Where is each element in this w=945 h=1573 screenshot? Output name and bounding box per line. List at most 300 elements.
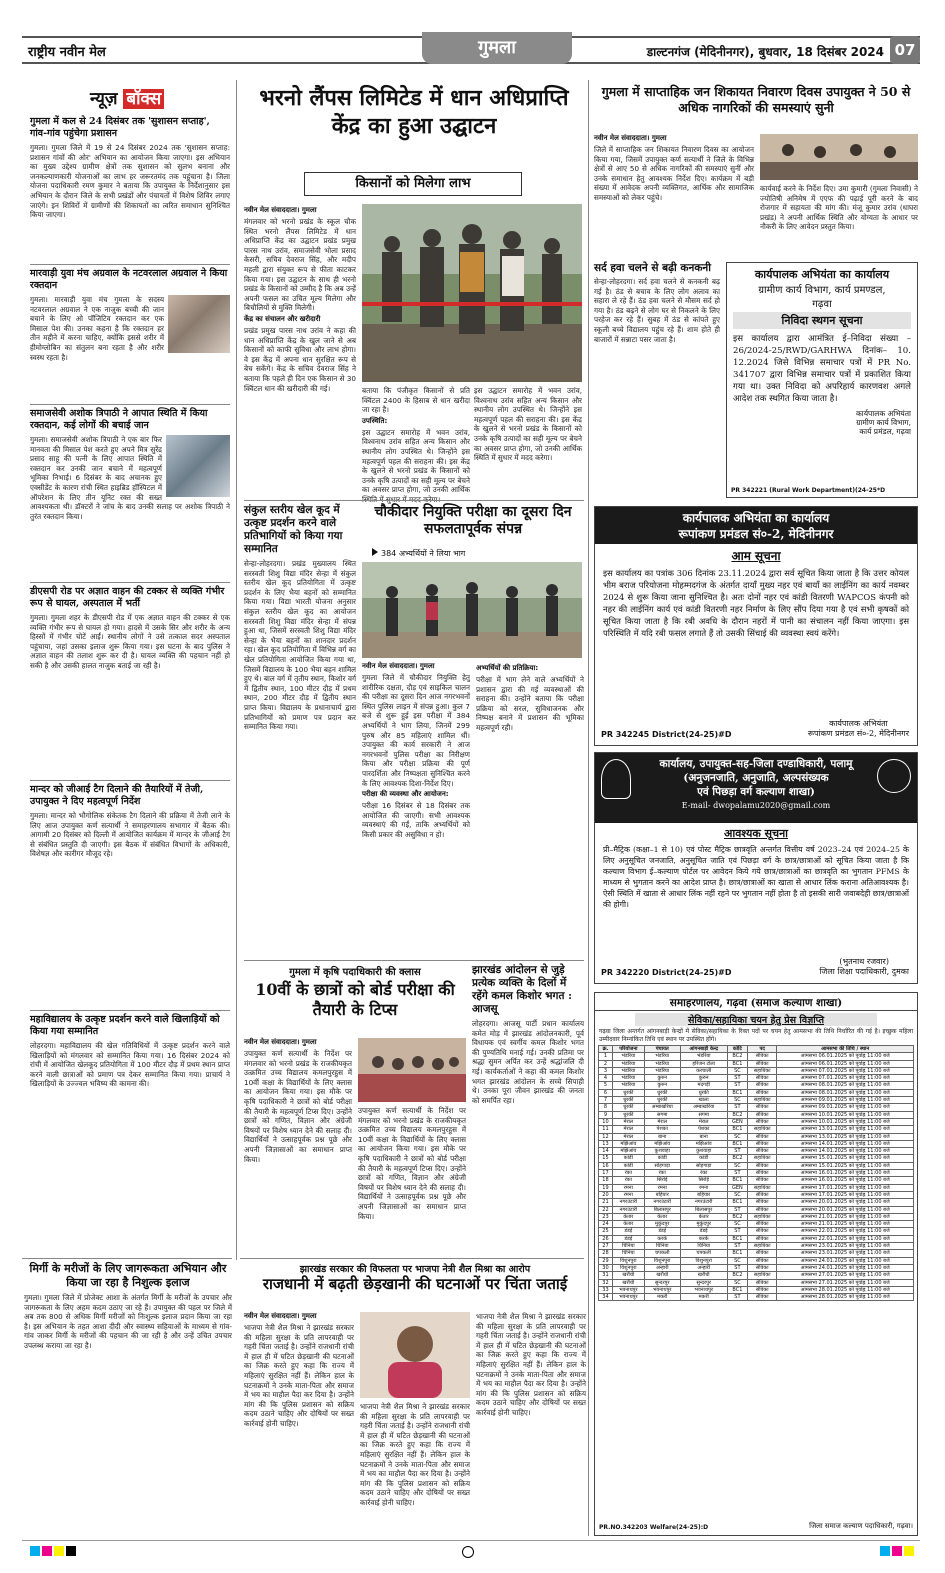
table-cell: BC1: [727, 1060, 747, 1067]
table-cell: सेविका: [748, 1206, 777, 1213]
table-cell: ST: [727, 1075, 747, 1082]
table-cell: रमना: [644, 1184, 680, 1191]
board-byline: नवीन मेल संवाददाता। गुमला: [244, 1038, 317, 1046]
lead-body-2: प्रखंड प्रमुख पारस नाथ उरांव ने कहा की धान अधिप्राप्ति केंद्र के खुल जाने से अब किसानों को काफी सुविधा और लाभ होगा। वे इस केंद्र में अपना धान सुरक्षित रूप से बेच सकेंगे। केंद्र के सचिव देवराज सिंह ने बताया कि पहले ही दिन एक किसान से 30 क्विंटल धान की खरीदारी की गई।: [244, 325, 356, 393]
table-cell: भंडरिया: [644, 1067, 680, 1074]
table-cell: रंका: [612, 1170, 644, 1177]
table-cell: 32: [599, 1279, 613, 1286]
table-cell: ST: [727, 1243, 747, 1250]
table-cell: सेविका: [748, 1133, 777, 1140]
magenta-swatch: [42, 1546, 52, 1556]
ad2-band: कार्यपालक अभियंता का कार्यालय रूपांकण प्रमंडल सं०-2, मेदिनीनगर: [595, 507, 917, 544]
table-cell: 8: [599, 1104, 613, 1111]
bjp-col-3: [476, 1312, 586, 1536]
table-cell: आमसभा 17.01.2025 को पूर्वाह्न 11:00 बजे: [777, 1191, 914, 1198]
table-cell: BC1: [727, 1235, 747, 1242]
story-headline: समाजसेवी अशोक त्रिपाठी ने आपात स्थिति में किया रक्तदान, कई लोगों की बचाई जान: [30, 408, 208, 431]
table-cell: 25: [599, 1228, 613, 1235]
table-cell: खरौंधी: [612, 1272, 644, 1279]
table-cell: सेविका: [748, 1294, 777, 1301]
table-row: [599, 1104, 914, 1111]
ribbon-cutting-image: [362, 204, 582, 382]
table-row: [599, 1264, 914, 1271]
table-cell: आमसभा 06.01.2025 को पूर्वाह्न 11:00 बजे: [777, 1053, 914, 1060]
box-word-red: बॉक्स: [123, 89, 164, 109]
table-cell: धुरकी: [612, 1089, 644, 1096]
table-cell: 14: [599, 1148, 613, 1155]
table-cell: ST: [727, 1264, 747, 1271]
table-row: [599, 1243, 914, 1250]
table-cell: भंडरिया: [612, 1067, 644, 1074]
exam-ground-image: [362, 562, 582, 658]
table-row: [599, 1286, 914, 1293]
table-cell: भंडरिया: [612, 1075, 644, 1082]
table-row: [599, 1126, 914, 1133]
bjp-body-cont-2: भाजपा नेत्री शैल मिश्रा ने झारखंड सरकार की महिला सुरक्षा के प्रति लापरवाही पर गहरी चिंता जताई है। उन्होंने राजधानी रांची में हाल ही में घटित छेड़खानी की घटनाओं का जिक्र करते हुए कहा कि राज्य में महिलाएं सुरक्षित नहीं हैं। लेकिन हाल के घटनाक्रमों ने उनके माता-पिता और समाज में भय का माहौल पैदा कर दिया है। उन्होंने मांग की कि पुलिस प्रशासन को सक्रिय कदम उठाने चाहिए और दोषियों पर सख्त कार्रवाई होनी चाहिए।: [476, 1312, 586, 1417]
table-row: [599, 1133, 914, 1140]
table-cell: सहायिका: [748, 1097, 777, 1104]
table-cell: SC: [727, 1257, 747, 1264]
ad3-pr-number: PR 342220 District(24-25)#D: [601, 968, 732, 977]
table-cell: सहायिका: [748, 1243, 777, 1250]
table-row: [599, 1257, 914, 1264]
chowkidar-body-2: परीक्षा 16 दिसंबर से 18 दिसंबर तक आयोजित की जाएगी। सभी आवश्यक व्यवस्थाएं की गईं, ताकि अभ्यर्थियों को किसी प्रकार की असुविधा न हो।: [362, 801, 470, 839]
paper-name: राष्ट्रीय नवीन मेल: [28, 45, 106, 60]
chowkidar-headline-block: [362, 504, 584, 544]
table-cell: सेविका: [748, 1257, 777, 1264]
table-cell: 23: [599, 1213, 613, 1220]
table-cell: डंडई: [680, 1228, 727, 1235]
table-cell: धुरकी: [612, 1097, 644, 1104]
table-cell: 19: [599, 1184, 613, 1191]
grievance-col-1: [594, 134, 754, 252]
table-cell: सेविका: [748, 1228, 777, 1235]
table-cell: सहायिका: [748, 1126, 777, 1133]
yellow-swatch-right: [904, 1546, 914, 1556]
lead-photo-inauguration: [362, 204, 582, 382]
table-cell: आमसभा 21.01.2025 को पूर्वाह्न 11:00 बजे: [777, 1213, 914, 1220]
story-body: गुमला। मारवाड़ी युवा मंच गुमला के सदस्य नटवरलाल अग्रवाल ने एक नाजुक बच्ची की जान बचाने के लिए ओ पॉजिटिव रक्तदान कर एक मिसाल पेश की। उनका कहना है कि रक्तदान हर तीन महीने में करना चाहिए, क्योंकि इससे शरीर में हीमोग्लोबिन का संतुलन बना रहता है और शरीर स्वस्थ रहता है।: [30, 295, 164, 362]
table-cell: मेराल: [612, 1126, 644, 1133]
table-cell: मझिआंव: [612, 1140, 644, 1147]
table-cell: 18: [599, 1177, 613, 1184]
chowkidar-headline: चौकीदार नियुक्ति परीक्षा का दूसरा दिन सफलतापूर्वक संपन्न: [374, 504, 572, 537]
table-cell: आमसभा 28.01.2025 को पूर्वाह्न 11:00 बजे: [777, 1294, 914, 1301]
table-header-cell: आंगनबाड़ी केन्द्र: [680, 1046, 727, 1053]
ad1-subtitle: निविदा स्थगन सूचना: [733, 312, 911, 329]
table-cell: BC1: [727, 1286, 747, 1293]
table-cell: आमसभा 23.01.2025 को पूर्वाह्न 11:00 बजे: [777, 1250, 914, 1257]
table-cell: BC2: [727, 1155, 747, 1162]
table-cell: सेविका: [748, 1140, 777, 1147]
table-cell: 1: [599, 1053, 613, 1060]
table-cell: आमसभा 24.01.2025 को पूर्वाह्न 11:00 बजे: [777, 1257, 914, 1264]
table-cell: भवनाथपुर: [644, 1286, 680, 1293]
table-cell: SC: [727, 1133, 747, 1140]
table-cell: 20: [599, 1191, 613, 1198]
lead-body-3: इस उद्घाटन समारोह में भवन उरांव, विश्वनाथ उरांव सहित अन्य किसान और स्थानीय लोग उपस्थित थे। जिन्होंने इस महत्वपूर्ण पहल की सराहना की। इस केंद्र के खुलने से भरनो प्रखंड के किसानों को उनके कृषि उत्पादों का सही मूल्य पर बेचने का अवसर प्राप्त होगा, जो उनकी आर्थिक: [362, 427, 470, 495]
table-cell: सहायिका: [748, 1067, 777, 1074]
table-cell: सगमा: [644, 1111, 680, 1118]
yellow-swatch: [54, 1546, 64, 1556]
table-cell: विशुनपुरा: [680, 1257, 727, 1264]
ad3-body: प्री–मैट्रिक (कक्षा–1 से 10) एवं पोस्ट मैट्रिक छात्रवृति अन्तर्गत वित्तीय वर्ष 2023–24 एवं 2024–25 के लिए अनुसूचित जनजाति, अनुसूचित जाति एवं पिछड़ा वर्ग के छात्र/छात्राओं को सूचित किया जाता है कि कल्याण विभाग ई–कल्याण पोर्टल पर आवेदन किये गये छात्र/छात्राओं का छात्रवृति का भुगतान PFMS के माध्यम से भुगतान करने का आदेश प्राप्त है। छात्र/छात्राओं का खाता से आधार लिंक कराना अतिआवश्यक है। ऐसी स्थिति में खाता से आधार लिंक नहीं रहने पर भुगतान नहीं होता है तो इसकी सारी जवाबदेही छात्र/छात्राओं की होगी।: [603, 845, 909, 909]
table-cell: सोहगाड़ा: [680, 1162, 727, 1169]
cyan-swatch: [30, 1546, 40, 1556]
table-cell: 2: [599, 1060, 613, 1067]
table-cell: 13: [599, 1140, 613, 1147]
table-cell: 21: [599, 1199, 613, 1206]
table-cell: रमना: [612, 1191, 644, 1198]
table-cell: सेविका: [748, 1104, 777, 1111]
chowkidar-col-1: [362, 662, 470, 958]
ad2-body: इस कार्यालय का पत्रांक 306 दिनांक 23.11.2024 द्वारा सर्व सूचित किया जाता है कि उत्तर कोयल भीम बराज परियोजना मोहम्मदगंज के अंतर्गत दायाँ मुख्य नहर एवं बायाँ का लाईनिंग का कार्य नवम्बर 2024 से शुरू किया जाना सुनिश्चित है। अतः दोनों नहर एवं कांडी वितरणी WAPCOS कंपनी को नहर की लाईनिंग कार्य एवं कांडी वितरणी नहर निर्माण के लिए सौंप दिया गया है एवं सभी कृषकों को सूचित किया जाता है कि रबी अवधि के दौरान नहरों में पानी का संचालन नहीं किया जाएगा। इस परिस्थिति में यदि रबी फसल लगाते हैं तो उसकी सिंचाई की व्यवस्था स्वयं करेंगे।: [603, 568, 909, 638]
table-row: [599, 1067, 914, 1074]
table-cell: आमसभा 23.01.2025 को पूर्वाह्न 11:00 बजे: [777, 1243, 914, 1250]
table-cell: कुरुन: [644, 1082, 680, 1089]
ad4-band-1: समाहरणालय, गढ़वा (समाज कल्याण शाखा): [595, 993, 917, 1011]
table-row: [599, 1177, 914, 1184]
table-cell: कांडी: [680, 1155, 727, 1162]
table-cell: आमसभा 07.01.2025 को पूर्वाह्न 11:00 बजे: [777, 1067, 914, 1074]
table-cell: ST: [727, 1082, 747, 1089]
table-cell: रमना: [680, 1184, 727, 1191]
lead-headline: भरनो लैंपस लिमिटेड में धान अधिप्राप्ति केंद्र का हुआ उद्घाटन: [259, 85, 569, 139]
lead-column-1: [244, 206, 356, 496]
board-col-2: [358, 1106, 466, 1254]
table-cell: BC1: [727, 1177, 747, 1184]
table-cell: BC2: [727, 1272, 747, 1279]
table-cell: 34: [599, 1294, 613, 1301]
table-cell: आमसभा 09.01.2025 को पूर्वाह्न 11:00 बजे: [777, 1097, 914, 1104]
table-cell: मुकुंदपुर: [644, 1221, 680, 1228]
table-cell: सिरोई: [644, 1177, 680, 1184]
table-cell: 11: [599, 1126, 613, 1133]
table-cell: BC1: [727, 1250, 747, 1257]
story-gi-tag: [30, 784, 230, 1004]
table-row: [599, 1199, 914, 1206]
table-cell: भवनाथपुर: [612, 1294, 644, 1301]
table-cell: आमसभा 15.01.2025 को पूर्वाह्न 11:00 बजे: [777, 1155, 914, 1162]
table-cell: नगरउंटारी: [612, 1206, 644, 1213]
table-cell: 10: [599, 1118, 613, 1125]
table-cell: 16: [599, 1162, 613, 1169]
ad2-subtitle: आम सूचना: [731, 549, 781, 563]
table-row: [599, 1140, 914, 1147]
table-row: [599, 1279, 914, 1286]
section-tab: गुमला: [422, 32, 572, 64]
ad1-band-3: गढ़वा: [812, 299, 832, 310]
table-cell: धुरकी: [612, 1111, 644, 1118]
table-cell: मझिआंव: [644, 1140, 680, 1147]
table-cell: सेविका: [748, 1199, 777, 1206]
table-cell: सहायिका: [748, 1184, 777, 1191]
table-cell: सेविका: [748, 1111, 777, 1118]
table-cell: भंडरिया: [680, 1053, 727, 1060]
board-body: उपायुक्त कर्ण सत्यार्थी के निर्देश पर मंगलवार को भरनो प्रखंड के राजकीयकृत उत्क्रमित उच्च विद्यालय कमलपुरहुस में 10वीं कक्षा के विद्यार्थियों के लिए क्लास का आयोजन किया गया। इस मौके पर कृषि पदाधिकारी ने छात्रों को बोर्ड परीक्षा की तैयारी के महत्वपूर्ण टिप्स दिए। उन्होंने छात्रों को गणित, विज्ञान और अंग्रेजी विषयों पर विशेष ध्यान देने की सलाह दी। विद्यार्थियों ने उत्साहपूर्वक प्रश्न पूछे और अपनी जिज्ञासाओं का समाधान प्राप्त किया।: [244, 1049, 352, 1164]
table-cell: आमसभा 14.01.2025 को पूर्वाह्न 11:00 बजे: [777, 1140, 914, 1147]
ad1-band-1: कार्यपालक अभियंता का कार्यालय: [754, 268, 890, 281]
table-cell: कांडी: [644, 1155, 680, 1162]
table-row: [599, 1148, 914, 1155]
bjp-kicker: झारखंड सरकार की विफलता पर भाजपा नेत्री शैल मिश्रा का आरोप: [299, 1264, 531, 1275]
table-cell: सेविका: [748, 1279, 777, 1286]
story-athletes: [30, 1014, 230, 1254]
table-cell: 15: [599, 1155, 613, 1162]
table-cell: हरिजन टोला: [680, 1060, 727, 1067]
table-cell: BC1: [727, 1199, 747, 1206]
table-row: [599, 1191, 914, 1198]
news-box-title: [90, 86, 164, 109]
table-cell: भंडरिया: [612, 1053, 644, 1060]
table-cell: आमसभा 10.01.2025 को पूर्वाह्न 11:00 बजे: [777, 1118, 914, 1125]
table-cell: SC: [727, 1067, 747, 1074]
table-cell: 9: [599, 1111, 613, 1118]
table-cell: धुरकी: [644, 1089, 680, 1096]
table-cell: SC: [727, 1162, 747, 1169]
board-col-1: [244, 1038, 352, 1254]
table-cell: ST: [727, 1206, 747, 1213]
chowkidar-byline: नवीन मेल संवाददाता। गुमला: [362, 662, 435, 670]
table-cell: नगरउंटारी: [644, 1199, 680, 1206]
lead-column-4: [474, 386, 582, 494]
table-cell: रंका: [680, 1170, 727, 1177]
bjp-headline: राजधानी में बढ़ती छेड़खानी की घटनाओं पर चिंता जताई: [262, 1275, 568, 1293]
table-cell: खाला: [680, 1097, 727, 1104]
table-cell: सोहगाड़ा: [644, 1162, 680, 1169]
table-cell: केतार: [680, 1213, 727, 1220]
table-row: [599, 1118, 914, 1125]
table-cell: 22: [599, 1206, 613, 1213]
table-row: [599, 1075, 914, 1082]
vacancy-table: [598, 1045, 914, 1301]
table-cell: 5: [599, 1082, 613, 1089]
lead-subsection-1: केंद्र का संचालन और खरीदारी: [244, 314, 321, 323]
table-cell: अम्बाखोरेया: [644, 1104, 680, 1111]
story-headline: मिर्गी के मरीजों के लिए जागरूकता अभियान और किया जा रहा है निशुल्क इलाज: [29, 1262, 227, 1289]
table-cell: खरौंधी: [612, 1279, 644, 1286]
story-body: गुमला। गुमला जिले में प्रोजेक्ट आशा के अंतर्गत मिर्गी के मरीजों के उपचार और जागरूकता के लिए अहम कदम उठाए जा रहे हैं। उपायुक्त की पहल पर जिले में अब तक 800 से अधिक मिर्गी मरीजों को निःशुल्क इलाज प्रदान किया जा रहा है। इस अभियान के तहत आशा दीदी और स्वास्थ्य सहियाओं के माध्यम से गांव-गांव जाकर मिर्गी के मरीजों की पहचान की जा रही है और उन्हें उचित उपचार उपलब्ध कराया जा रहा है।: [24, 1293, 232, 1350]
table-row: [599, 1053, 914, 1060]
table-cell: विशुनपुरा: [612, 1257, 644, 1264]
table-cell: भंडरिया: [612, 1082, 644, 1089]
table-cell: बाना: [680, 1133, 727, 1140]
table-cell: धुरकी: [612, 1104, 644, 1111]
table-cell: सेविका: [748, 1170, 777, 1177]
table-cell: सेविका: [748, 1162, 777, 1169]
table-cell: बिलासपुर: [680, 1206, 727, 1213]
grievance-body: जिले में साप्ताहिक जन शिकायत निवारण दिवस का आयोजन किया गया, जिसमें उपायुक्त कर्ण सत्यार्थी ने जिले के विभिन्न क्षेत्रों से आए 50 से अधिक नागरिकों की समस्याएं सुनीं और उनके समाधान हेतु आवश्यक निर्देश दिए। कार्यक्रम में बड़ी संख्या में आवेदक अपनी व्यक्तिगत, आर्थिक और सामाजिक समस्याओं को लेकर पहुंचे।: [594, 145, 754, 202]
table-cell: मकरी: [680, 1294, 727, 1301]
table-cell: मेराल: [680, 1118, 727, 1125]
ad1-body: इस कार्यालय द्वारा आमंत्रित ई–निविदा संख्या – 26/2024-25/RWD/GARHWA दिनांक– 10. 12.2024 जिसे विभिन्न समाचार पत्रों में PR No. 341707 द्वारा विभिन्न समाचार पत्रों में प्रकाशित किया गया था। उक्त निविदा को अपरिहार्य कारणवश अगले आदेश तक स्थगित किया जाता है।: [733, 334, 911, 404]
table-cell: ST: [727, 1148, 747, 1155]
table-header-cell: कोटि: [727, 1046, 747, 1053]
table-cell: डंडई: [644, 1228, 680, 1235]
masthead: [22, 36, 920, 64]
table-cell: भवनाथपुर: [680, 1286, 727, 1293]
photo-donor-2: [166, 435, 230, 497]
magenta-swatch-right: [892, 1546, 902, 1556]
table-cell: सेविका: [748, 1250, 777, 1257]
table-cell: कुरुन: [644, 1075, 680, 1082]
table-row: [599, 1221, 914, 1228]
story-cold-wave: [594, 262, 720, 498]
table-row: [599, 1184, 914, 1191]
lead-headline-block: [244, 84, 584, 170]
story-body: गुमला। गुमला शहर के डीएसपी रोड में एक अज्ञात वाहन की टक्कर से एक व्यक्ति गंभीर रूप से घायल हो गया। हादसे में उसके सिर और शरीर के अन्य हिस्सों में गंभीर चोटें आईं। स्थानीय लोगों ने उसे तत्काल सदर अस्पताल पहुंचाया, जहां उसका इलाज शुरू किया गया। इस घटना के बाद पुलिस ने अज्ञात वाहन की तलाश शुरू कर दी है। घायल व्यक्ति की पहचान नहीं हो सकी है और उसकी हालत नाजुक बताई जा रही है।: [30, 613, 230, 670]
table-cell: सेविका: [748, 1075, 777, 1082]
table-cell: 33: [599, 1286, 613, 1293]
table-cell: आमसभा 08.01.2025 को पूर्वाह्न 11:00 बजे: [777, 1089, 914, 1096]
table-cell: आमसभा 16.01.2025 को पूर्वाह्न 11:00 बजे: [777, 1177, 914, 1184]
table-cell: चिनिया: [644, 1243, 680, 1250]
story-blood-donation-2: [30, 408, 230, 576]
table-cell: कांडी: [612, 1162, 644, 1169]
table-cell: सेविका: [748, 1286, 777, 1293]
table-cell: सुन्दरपुर: [680, 1279, 727, 1286]
table-cell: सेविका: [748, 1177, 777, 1184]
table-cell: अन्हारी: [680, 1264, 727, 1271]
story-body: गुमला। समाजसेवी अशोक त्रिपाठी ने एक बार फिर मानवता की मिसाल पेश करते हुए अपने मित्र सुरेंद्र प्रसाद साहू की पत्नी के लिए आपात स्थिति में रक्तदान कर उनकी जान बचाने में महत्वपूर्ण भूमिका निभाई। 6 दिसंबर के बाद अचानक हुए एक्सीडेंट के कारण रांची स्थित हाइब्रिड हॉस्पिटल में ऑपरेशन के लिए तीन यूनिट रक्त की सख्त आवश्यकता थी। डॉक्टरों ने जांच के बाद उनकी सलाह पर अशोक त्रिपाठी ने तुरंत रक्तदान किया।: [30, 435, 230, 521]
table-cell: बिलासपुर: [644, 1206, 680, 1213]
table-cell: आमसभा 17.01.2025 को पूर्वाह्न 11:00 बजे: [777, 1184, 914, 1191]
story-headline: मान्दर को जीआई टैग दिलाने की तैयारियों में तेजी, उपायुक्त ने दिए महत्वपूर्ण निर्देश: [30, 784, 204, 807]
story-headline: गुमला में कल से 24 दिसंबर तक 'सुशासन सप्ताह', गांव-गांव पहुंचेगा प्रशासन: [30, 116, 210, 139]
table-cell: सेविका: [748, 1148, 777, 1155]
table-cell: चपकली: [644, 1250, 680, 1257]
table-cell: सेविका: [748, 1118, 777, 1125]
table-cell: धुरकी: [644, 1097, 680, 1104]
table-cell: आमसभा 27.01.2025 को पूर्वाह्न 11:00 बजे: [777, 1279, 914, 1286]
table-header-cell: पद: [748, 1046, 777, 1053]
table-cell: रंका: [644, 1170, 680, 1177]
board-headline-block: [244, 964, 466, 1034]
table-cell: आमसभा 22.01.2025 को पूर्वाह्न 11:00 बजे: [777, 1228, 914, 1235]
cyan-swatch-right: [880, 1546, 890, 1556]
ad-scholarship-notice: [594, 752, 918, 984]
table-cell: ST: [727, 1228, 747, 1235]
chowkidar-photo: [362, 562, 582, 658]
chowkidar-sub-2: अभ्यर्थियों की प्रतिक्रिया:: [476, 664, 539, 672]
grievance-body-2: कार्यवाई करने के निर्देश दिए। उमा कुमारी (गुमला निवासी) ने ज्योतिषी अनिमेष में एएफ की पढ़ाई पूरी करने के बाद रोजगार में सहायता की मांग की। मंजू कुमार उरांव (धाघरा प्रखंड) ने अपनी आर्थिक स्थिति और योग्यता के आधार पर नौकरी के लिए आवेदन प्रस्तुत किया।: [760, 184, 918, 232]
ad2-pr-number: PR 342245 District(24-25)#D: [601, 730, 732, 739]
ad4-intro: गढ़वा जिला अन्तर्गत आंगनबाड़ी केन्द्रों में सेविका/सहायिका के रिक्त पदों पर चयन हेतु आमसभा की तिथि निर्धारित की गई है। इच्छुक महिला उम्मीदवार निम्नांकित तिथि एवं स्थान पर उपस्थित होंगे।: [599, 1028, 913, 1043]
bjp-body: भाजपा नेत्री शैल मिश्रा ने झारखंड सरकार की महिला सुरक्षा के प्रति लापरवाही पर गहरी चिंता जताई है। उन्होंने राजधानी रांची में हाल ही में घटित छेड़खानी की घटनाओं का जिक्र करते हुए कहा कि राज्य में महिलाएं सुरक्षित नहीं हैं। लेकिन हाल के घटनाक्रमों ने उनके माता-पिता और समाज में भय का माहौल पैदा कर दिया है। उन्होंने मांग की कि पुलिस प्रशासन को सक्रिय कदम उठाने चाहिए और दोषियों पर सख्त कार्रवाई होनी चाहिए।: [244, 1323, 354, 1428]
table-cell: सहायिका: [748, 1213, 777, 1220]
table-cell: 31: [599, 1272, 613, 1279]
table-cell: 26: [599, 1235, 613, 1242]
classroom-image: [358, 1038, 466, 1102]
table-row: [599, 1155, 914, 1162]
ad4-band-2: सेविका/सहायिका चयन हेतु प्रेस विज्ञप्ति: [635, 1013, 877, 1026]
table-cell: 3: [599, 1067, 613, 1074]
story-headline: मारवाड़ी युवा मंच अग्रवाल के नटवरलाल अग्रवाल ने किया रक्तदान: [30, 268, 228, 291]
table-cell: ST: [727, 1104, 747, 1111]
table-row: [599, 1111, 914, 1118]
bjp-col-1: [244, 1312, 354, 1536]
board-kicker: गुमला में कृषि पदाधिकारी की क्लास: [289, 967, 421, 978]
table-cell: SC: [727, 1191, 747, 1198]
table-cell: GEN: [727, 1184, 747, 1191]
table-cell: मुकुंदपुर: [680, 1221, 727, 1228]
news-box-word: न्यूज़: [90, 89, 118, 109]
ad4-signature: जिला समाज कल्याण पदाधिकारी, गढ़वा।: [809, 1522, 913, 1530]
table-header-cell: क्र.: [599, 1046, 613, 1053]
table-cell: सेविका: [748, 1221, 777, 1228]
table-header-cell: पंचायत: [644, 1046, 680, 1053]
chowkidar-kicker: 384 अभ्यर्थियों ने लिया भाग: [372, 548, 465, 559]
table-cell: अम्बाखोरेया: [680, 1104, 727, 1111]
lead-column-3: [362, 386, 470, 494]
table-cell: मेराल: [644, 1118, 680, 1125]
page-number: 07: [890, 36, 920, 64]
meeting-image: [760, 134, 918, 180]
table-cell: सहायिका: [748, 1155, 777, 1162]
table-cell: सेविका: [748, 1053, 777, 1060]
table-cell: आमसभा 21.01.2025 को पूर्वाह्न 11:00 बजे: [777, 1221, 914, 1228]
table-cell: आमसभा 06.01.2025 को पूर्वाह्न 11:00 बजे: [777, 1060, 914, 1067]
grievance-headline: गुमला में साप्ताहिक जन शिकायत निवारण दिवस उपायुक्त ने 50 से अधिक नागरिकों की समस्याएं सुनी: [601, 84, 911, 115]
table-cell: आमसभा 28.01.2025 को पूर्वाह्न 11:00 बजे: [777, 1286, 914, 1293]
table-cell: मझिआंव: [612, 1148, 644, 1155]
table-cell: सिरोई: [680, 1177, 727, 1184]
story-sushasan: [30, 116, 230, 256]
ad2-signature: कार्यपालक अभियंता रूपांकण प्रमंडल सं०-2, मेदिनीनगर: [807, 719, 909, 738]
story-body: लोहरदगा। महाविद्यालय की खेल गतिविधियों में उत्कृष्ट प्रदर्शन करने वाले खिलाड़ियों को मंगलवार को सम्मानित किया गया। 16 दिसंबर 2024 को रांची में आयोजित खेलकूद प्रतियोगिता में 100 मीटर दौड़ में प्रथम स्थान प्राप्त करने वाली छात्राओं को प्रमाण पत्र देकर सम्मानित किया गया। प्राचार्य ने खिलाड़ियों के उज्ज्वल भविष्य की कामना की।: [30, 1041, 230, 1089]
table-cell: मझिआंव: [680, 1140, 727, 1147]
board-headline: 10वीं के छात्रों को बोर्ड परीक्षा की तैयारी के टिप्स: [255, 980, 455, 1019]
grievance-headline-block: [594, 84, 918, 130]
table-cell: 6: [599, 1089, 613, 1096]
table-cell: GEN: [727, 1118, 747, 1125]
table-cell: सेविका: [748, 1264, 777, 1271]
table-row: [599, 1097, 914, 1104]
table-cell: 12: [599, 1133, 613, 1140]
table-cell: मेराल: [612, 1118, 644, 1125]
table-cell: सेविका: [748, 1082, 777, 1089]
lead-subsection-2: उपस्थिति:: [362, 416, 388, 425]
table-cell: मेराल: [612, 1133, 644, 1140]
table-cell: केतार: [612, 1221, 644, 1228]
table-header-cell: परियोजना: [612, 1046, 644, 1053]
story-headline: महाविद्यालय के उत्कृष्ट प्रदर्शन करने वाले खिलाड़ियों को किया गया सम्मानित: [30, 1014, 220, 1037]
table-row: [599, 1235, 914, 1242]
table-cell: आमसभा 20.01.2025 को पूर्वाह्न 11:00 बजे: [777, 1206, 914, 1213]
table-cell: अन्हारी: [644, 1264, 680, 1271]
table-cell: पेशका: [680, 1126, 727, 1133]
seal-icon: [877, 759, 911, 793]
table-cell: बहियार: [680, 1191, 727, 1198]
table-cell: खरौंधी: [680, 1272, 727, 1279]
board-photo: [358, 1038, 466, 1102]
table-cell: कुशवाहा: [644, 1148, 680, 1155]
table-row: [599, 1228, 914, 1235]
table-cell: BC2: [727, 1213, 747, 1220]
story-sports-honour: [244, 504, 356, 956]
table-cell: 29: [599, 1257, 613, 1264]
table-cell: विशुनपुरा: [644, 1257, 680, 1264]
table-row: [599, 1170, 914, 1177]
ad-anganwadi-selection: [594, 992, 918, 1536]
table-cell: कांडी: [612, 1155, 644, 1162]
table-cell: कुरुन: [680, 1075, 727, 1082]
story-body: सेन्हा-लोहरदगा। प्रखंड मुख्यालय स्थित सरस्वती शिशु विद्या मंदिर सेन्हा में संकुल स्तरीय खेल कूद प्रतियोगिता में उत्कृष्ट प्रदर्शन के लिए भैया बहनों को सम्मानित किया गया। विद्या भारती योजना अनुसार संकुल स्तरीय खेल कूद का आयोजन सरस्वती शिशु विद्या मंदिर सेन्हा में संपन्न हुआ था, जिसमें सरस्वती शिशु विद्या मंदिर सेन्हा के भैया बहनों का शानदार प्रदर्शन रहा। खेल कूद प्रतियोगिता में विभिन्न वर्ग का खेल प्रतियोगिता आयोजित किया गया था, जिसमें विद्यालय के 100 भैया बहन शामिल हुए थे। बाल वर्ग में तृतीय स्थान, किशोर वर्ग में द्वितीय स्थान, 100 मीटर दौड़ में प्रथम स्थान, 200 मीटर दौड़ में द्वितीय स्थान प्राप्त किया। विद्यालय के प्रधानाचार्य द्वारा प्रतिभागियों को प्रमाण पत्र प्रदान कर सम्मानित किया गया।: [244, 559, 356, 732]
table-cell: सेविका: [748, 1060, 777, 1067]
table-cell: करचाली: [680, 1067, 727, 1074]
table-cell: कुशवाहा: [680, 1148, 727, 1155]
table-cell: भंडरिया: [644, 1053, 680, 1060]
